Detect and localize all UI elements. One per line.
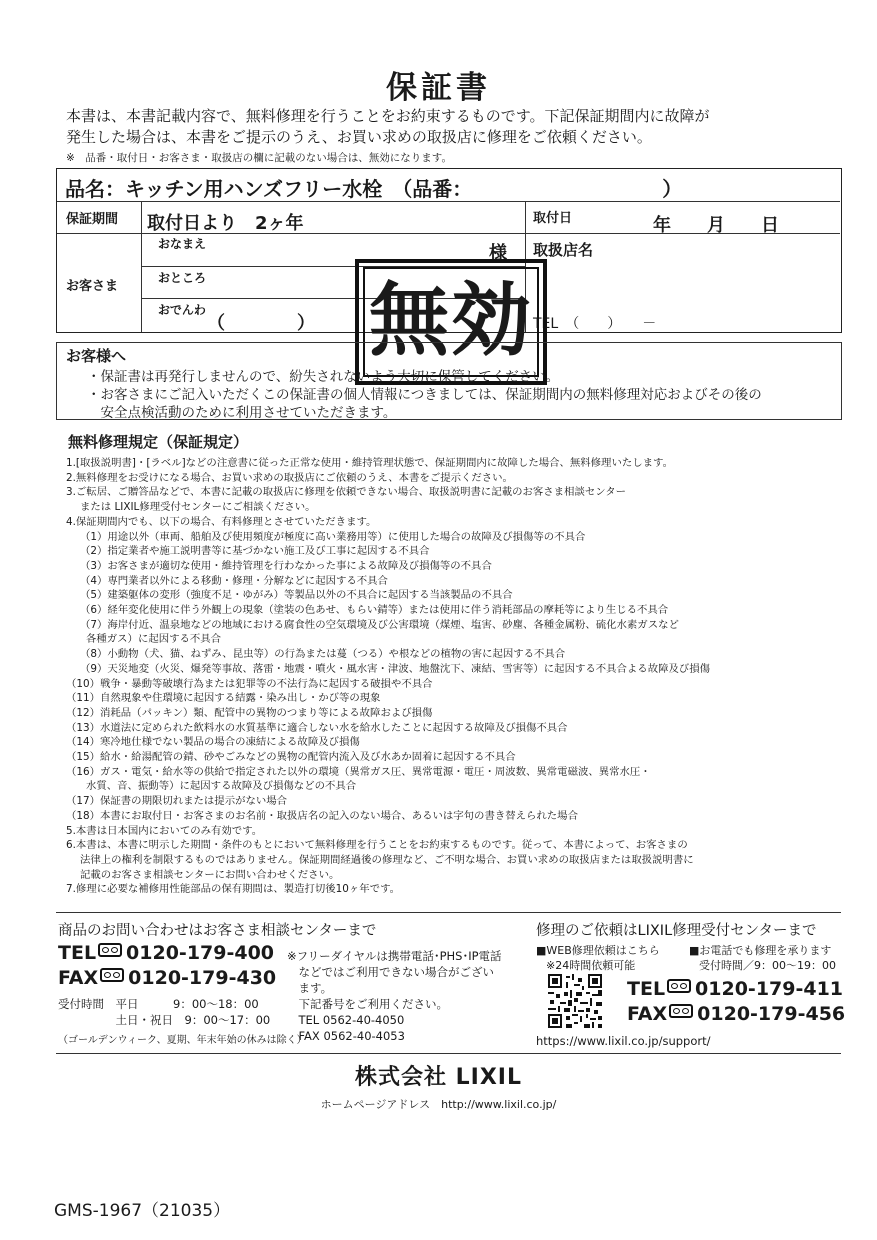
contact-right-title: 修理のご依頼はLIXIL修理受付センターまで [536, 923, 817, 939]
warranty-period-value: 取付日より 2ヶ年 [147, 213, 304, 234]
fax-number[interactable]: 0120-179-456 [697, 1003, 846, 1025]
rule-item: 4.保証期間内でも、以下の場合、有料修理とさせていただきます。 [66, 515, 377, 528]
free-dial-note: 下記番号をご利用ください。 [287, 997, 448, 1011]
free-dial-icon [667, 979, 691, 993]
rule-item: （7）海岸付近、温泉地などの地域における腐食性の空気環境及び公害環境（煤煙、塩害、砂塵、各種金属粉、硫化水素ガスなど [80, 618, 679, 631]
install-date-field[interactable]: 年 月 日 [653, 215, 779, 236]
company-name: 株式会社 LIXIL [354, 1065, 523, 1090]
free-dial-note: ます。 [287, 981, 333, 995]
rule-item: （12）消耗品（パッキン）類、配管中の異物のつまり等による故障および損傷 [66, 706, 433, 719]
repair-center-fax [627, 1003, 845, 1025]
void-stamp-text: 無効 [369, 274, 533, 367]
notice-line: ・お客さまにご記入いただくこの保証書の個人情報につきましては、保証期間内の無料修理対応およびその後の [87, 387, 762, 403]
free-dial-icon [669, 1004, 693, 1018]
divider [56, 1053, 841, 1054]
homepage-link[interactable]: ホームページアドレス http://www.lixil.co.jp/ [320, 1098, 557, 1111]
intro-line-1: 本書は、本書記載内容で、無料修理を行うことをお約束するものです。下記保証期間内に故障が [66, 107, 710, 125]
rule-item: または LIXIL修理受付センターにご相談ください。 [80, 501, 316, 514]
divider [56, 912, 841, 913]
rule-item: （4）専門業者以外による移動・修理・分解などに起因する不具合 [80, 574, 388, 587]
fax-prefix: FAX [627, 1003, 668, 1025]
rule-item: 水質、音、振動等）に起因する故障及び損傷などの不具合 [86, 780, 357, 793]
rule-item: 5.本書は日本国内においてのみ有効です。 [66, 824, 263, 837]
product-name: 品名：キッチン用ハンズフリー水栓 （品番： ） [65, 177, 683, 201]
divider [57, 233, 840, 234]
customer-name-label: おなまえ [158, 237, 207, 251]
customer-address-label: おところ [158, 271, 207, 285]
rule-item: （14）寒冷地仕様でない製品の場合の凍結による故障及び損傷 [66, 736, 360, 749]
rule-item: （11）自然現象や住環境に起因する結露・染み出し・かび等の現象 [66, 692, 381, 705]
honorific-sama: 様 [489, 243, 507, 264]
rule-item: （2）指定業者や施工説明書等に基づかない施工及び工事に起因する不具合 [80, 545, 430, 558]
rule-item: （13）水道法に定められた飲料水の水質基準に適合しない水を給水したことに起因する故障及び損傷不具合 [66, 721, 568, 734]
rule-item: （3）お客さまが適切な使用・維持管理を行わなかった事による故障及び損傷等の不具合 [80, 559, 492, 572]
tel-prefix: TEL [627, 978, 666, 1000]
rule-item: 法律上の権利を制限するものではありません。保証期間経過後の修理など、ご不明な場合、お買い求めの取扱店または取扱説明書に [80, 853, 694, 866]
rule-item: （16）ガス・電気・給水等の供給で指定された以外の環境（異常ガス圧、異常電源・電圧・周波数、異常電磁波、異常水圧・ [66, 765, 651, 778]
rule-item: 1.[取扱説明書]・[ラベル]などの注意書に従った正常な使用・維持管理状態で、保証期間内に故障した場合、無料修理いたします。 [66, 457, 673, 469]
dealer-name-label: 取扱店名 [533, 241, 594, 259]
customer-center-fax [58, 967, 276, 989]
support-url-link[interactable]: https://www.lixil.co.jp/support/ [536, 1034, 711, 1048]
rule-item: （6）経年変化使用に伴う外観上の現象（塗装の色あせ、もらい錆等）または使用に伴う消耗部品の摩耗等により生じる不具合 [80, 604, 669, 617]
divider [57, 201, 840, 202]
rules-list [66, 456, 836, 897]
rule-item: 7.修理に必要な補修用性能部品の保有期間は、製造打切後10ヶ年です。 [66, 883, 401, 896]
notice-line: 安全点検活動のために利用させていただきます。 [87, 405, 397, 421]
alt-fax: FAX 0562-40-4053 [287, 1029, 405, 1043]
rule-item: （1）用途以外（車両、船舶及び使用頻度が極度に高い業務用等）に使用した場合の故障及び損傷等の不具合 [80, 530, 586, 543]
rule-item: 2.無料修理をお受けになる場合、お買い求めの取扱店にご依頼のうえ、本書をご提示ください。 [66, 471, 513, 484]
rule-item: （15）給水・給湯配管の錆、砂やごみなどの異物の配管内流入及び水あか固着に起因する不具合 [66, 751, 516, 764]
warranty-period-label: 保証期間 [66, 212, 119, 227]
hours-weekend: 土日・祝日 9：00～17：00 [58, 1013, 271, 1027]
validity-note: ※ 品番・取付日・お客さま・取扱店の欄に記載のない場合は、無効になります。 [66, 152, 452, 164]
customer-label: お客さま [66, 279, 119, 294]
web-repair-label[interactable]: ■WEB修理依頼はこちら [536, 944, 660, 957]
fax-number[interactable]: 0120-179-430 [128, 967, 277, 989]
repair-center-tel [627, 978, 843, 1000]
free-dial-note: ※フリーダイヤルは携帯電話･PHS･IP電話 [287, 949, 502, 963]
free-dial-icon [100, 968, 124, 982]
free-dial-icon [98, 943, 122, 957]
alt-tel: TEL 0562-40-4050 [287, 1013, 405, 1027]
phone-repair-hours: 受付時間／9：00～19：00 [699, 959, 836, 972]
tel-number[interactable]: 0120-179-400 [126, 942, 275, 964]
rule-item: 6.本書は、本書に明示した期間・条件のもとにおいて無料修理を行うことをお約束するものです。従って、本書によって、お客さまの [66, 839, 688, 852]
document-code: GMS-1967（21035） [54, 1201, 231, 1221]
rule-item: （10）戦争・暴動等破壊行為または犯罪等の不法行為に起因する破損や不具合 [66, 677, 433, 690]
rule-item: （8）小動物（犬、猫、ねずみ、昆虫等）の行為または蔓（つる）や根などの植物の害に起因する不具合 [80, 648, 566, 661]
dealer-tel-field[interactable]: TEL （ ） － [533, 316, 657, 332]
free-dial-note: などではご利用できない場合がござい [287, 965, 494, 979]
rule-item: 3.ご転居、ご贈答品などで、本書に記載の取扱店に修理を依頼できない場合、取扱説明書に記載のお客さま相談センター [66, 486, 626, 499]
customer-center-tel [58, 942, 274, 964]
tel-prefix: TEL [58, 942, 97, 964]
notice-title: お客様へ [66, 347, 127, 365]
holiday-note: （ゴールデンウィーク、夏期、年末年始の休みは除く） [58, 1035, 307, 1046]
customer-notice [56, 342, 842, 420]
phone-repair-label: ■お電話でも修理を承ります [689, 944, 832, 957]
qr-code[interactable] [548, 974, 602, 1028]
document-title: 保証書 [386, 70, 491, 106]
fax-prefix: FAX [58, 967, 99, 989]
rule-item: （18）本書にお取付日・お客さまのお名前・取扱店名の記入のない場合、あるいは字句の書き替えられた場合 [66, 809, 578, 822]
install-date-label: 取付日 [533, 211, 573, 226]
rule-item: （5）建築躯体の変形（強度不足・ゆがみ）等製品以外の不具合に起因する当該製品の不具合 [80, 589, 513, 602]
customer-phone-field[interactable]: （ ） [207, 313, 315, 334]
rule-item: （9）天災地変（火災、爆発等事故、落雷・地震・噴火・風水害・津波、地盤沈下、凍結、雪害等）に起因する不具合よる故障及び損傷 [80, 662, 711, 675]
customer-phone-label: おでんわ [158, 303, 206, 317]
contact-left-title: 商品のお問い合わせはお客さま相談センターまで [58, 923, 377, 939]
hours-weekday: 受付時間 平日 9：00～18：00 [58, 997, 259, 1011]
rule-item: （17）保証書の期限切れまたは提示がない場合 [66, 795, 288, 808]
web-repair-note: ※24時間依頼可能 [546, 959, 636, 972]
rule-item: 各種ガス）に起因する不具合 [86, 633, 222, 646]
tel-number[interactable]: 0120-179-411 [695, 978, 844, 1000]
intro-line-2: 発生した場合は、本書をご提示のうえ、お買い求めの取扱店に修理をご依頼ください。 [66, 128, 652, 146]
rule-item: 記載のお客さま相談センターにお問い合わせください。 [80, 868, 340, 881]
notice-line: ・保証書は再発行しませんので、紛失されないよう大切に保管してください。 [87, 369, 560, 385]
rules-title: 無料修理規定（保証規定） [68, 433, 249, 451]
